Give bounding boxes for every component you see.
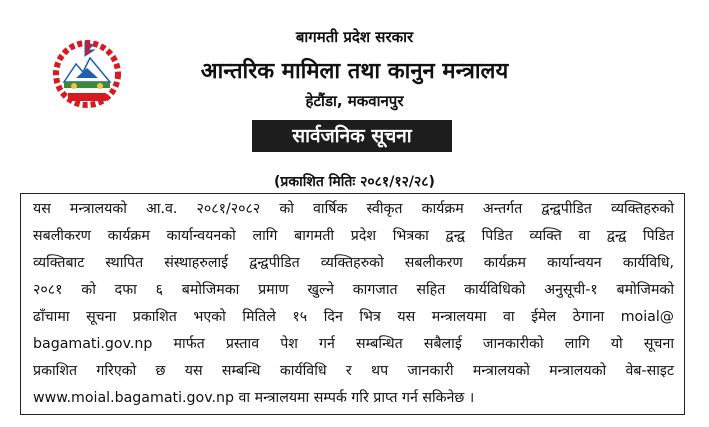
notice-title: सार्वजनिक सूचना — [252, 120, 452, 152]
ministry-name: आन्तरिक मामिला तथा कानुन मन्त्रालय — [200, 59, 509, 84]
notice-line: व्यक्तिबाट स्थापित संस्थाहरुलाई द्वन्द्वपीडित व्यक्तिहरुको सबलीकरण कार्यक्रम कार्यान्वयन कार्यविधि, — [33, 255, 674, 271]
notice-line: ढाँचामा सूचना प्रकाशित भएको मितिले १५ दिन भित्र यस मन्त्रालयमा वा ईमेल ठेगाना moial@ — [33, 309, 674, 325]
ministry-location: हेटौंडा, मकवानपुर — [305, 92, 404, 110]
notice-line: सबलीकरण कार्यक्रम कार्यान्वयनको लागि बागमती प्रदेश भित्रका द्वन्द्व पिडित व्यक्ति वा द्वन्द्व पिडित — [33, 228, 674, 244]
government-name: बागमती प्रदेश सरकार — [295, 28, 414, 46]
notice-line: २०८१ को दफा ६ बमोजिमका प्रमाण खुल्ने कागजात सहित कार्यविधिको अनुसूची-१ बमोजिमको — [33, 282, 674, 298]
notice-line: यस मन्त्रालयको आ.व. २०८१/२०८२ को वार्षिक स्वीकृत कार्यक्रम अन्तर्गत द्वन्द्वपीडित व्यक्तिहरुको — [33, 201, 674, 217]
notice-line: प्रकाशित गरिएको छ यस सम्बन्धि कार्यविधि र थप जानकारी मन्त्रालयको मन्त्रालयको वेब-साइट — [33, 363, 674, 379]
notice-line: www.moial.bagamati.gov.np वा मन्त्रालयमा सम्पर्क गरि प्राप्त गर्न सकिनेछ । — [33, 390, 475, 406]
published-date: (प्रकाशित मितिः २०८१/१२/२८) — [274, 174, 435, 190]
notice-line: bagamati.gov.np मार्फत प्रस्ताव पेश गर्न सम्बन्धित सबैलाई जानकारीको लागि यो सूचना — [33, 336, 674, 352]
notice-body — [20, 193, 685, 415]
